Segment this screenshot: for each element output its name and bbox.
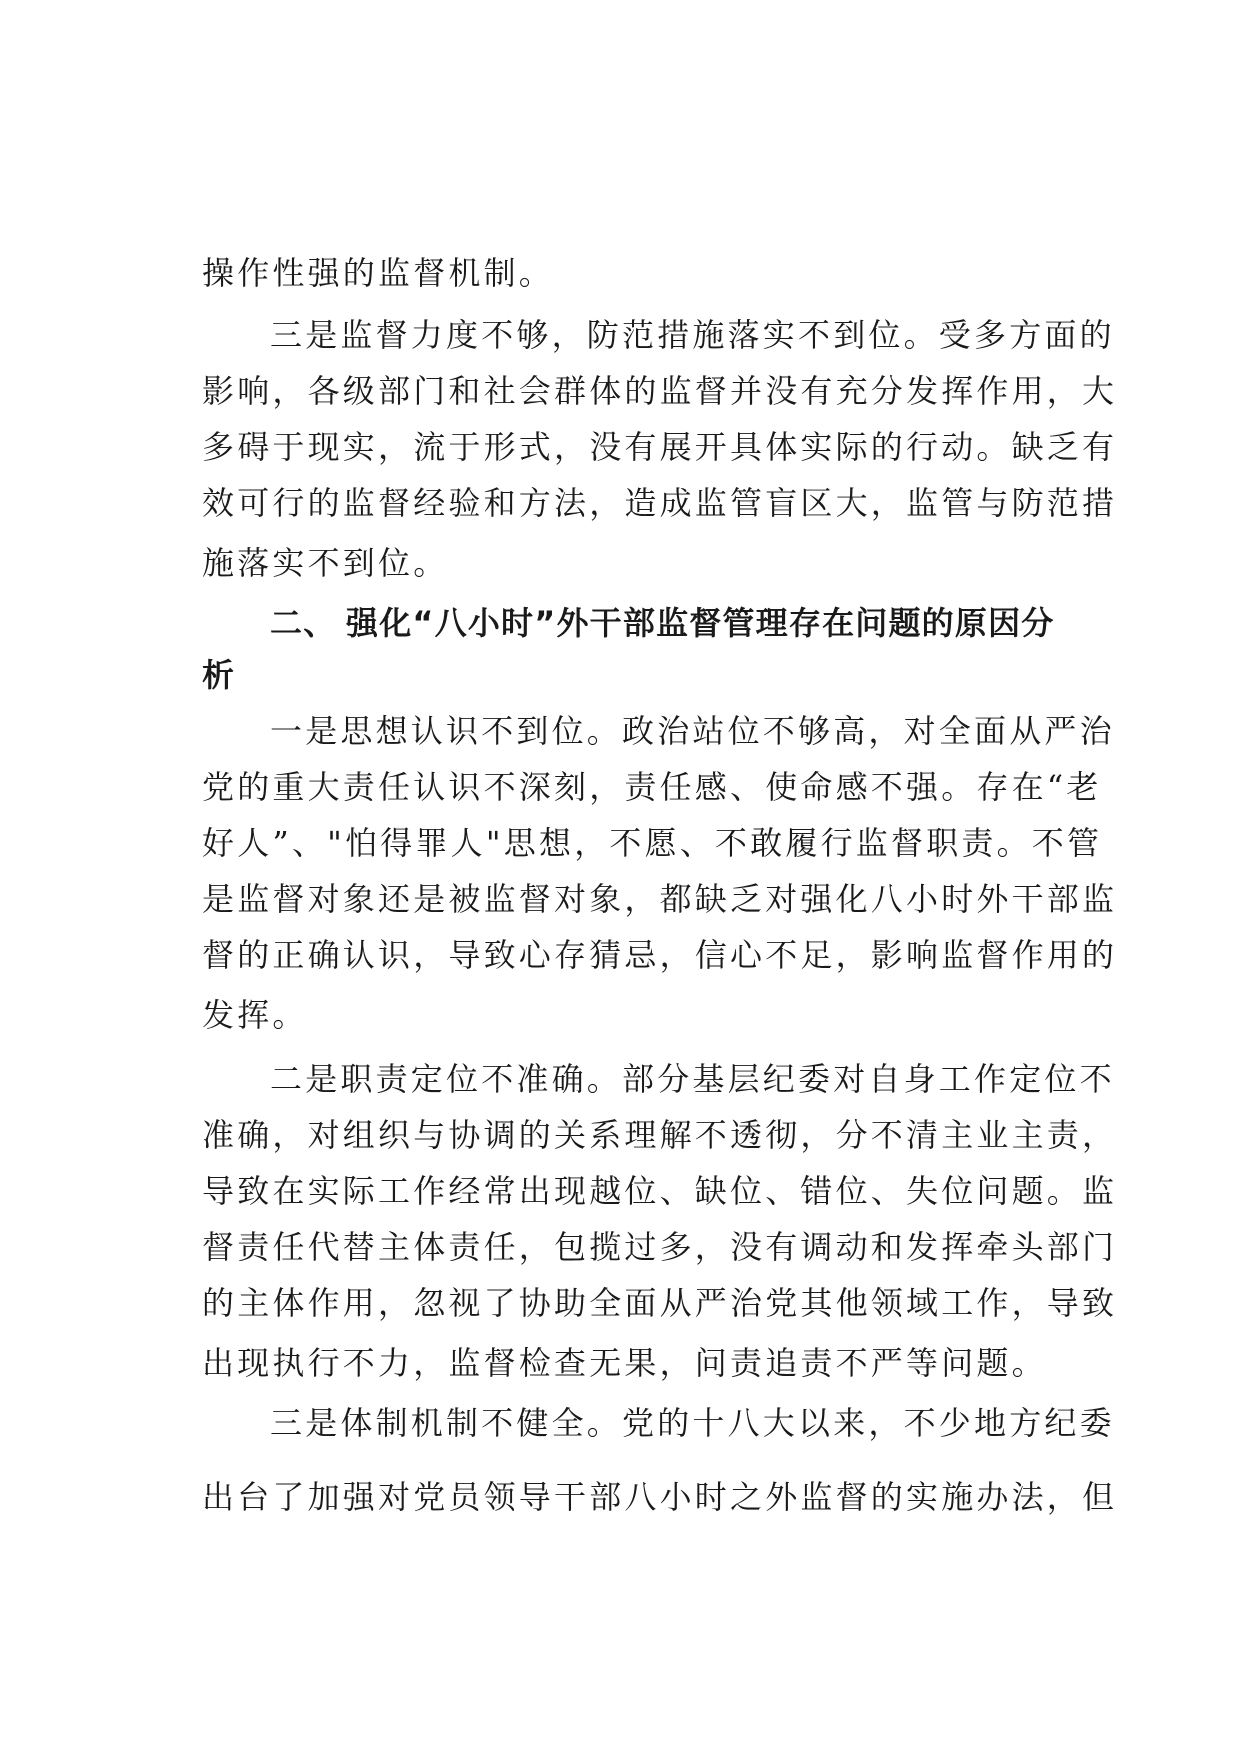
paragraph-line: 导致在实际工作经常出现越位、缺位、错位、失位问题。监	[202, 1172, 1118, 1210]
paragraph-line: 三是监督力度不够，防范措施落实不到位。受多方面的	[270, 316, 1115, 354]
paragraph-line: 一是思想认识不到位。政治站位不够高，对全面从严治	[270, 712, 1115, 750]
paragraph-line: 党的重大责任认识不深刻，责任感、使命感不强。存在“老	[202, 768, 1102, 806]
paragraph-line: 效可行的监督经验和方法，造成监管盲区大，监管与防范措	[202, 484, 1118, 522]
paragraph-line: 的主体作用，忽视了协助全面从严治党其他领域工作，导致	[202, 1284, 1118, 1322]
paragraph-line: 施落实不到位。	[202, 544, 449, 582]
paragraph-line: 出台了加强对党员领导干部八小时之外监督的实施办法，但	[202, 1478, 1118, 1516]
paragraph-line: 二是职责定位不准确。部分基层纪委对自身工作定位不	[270, 1060, 1115, 1098]
section-number: 二、	[270, 604, 337, 642]
paragraph-line: 是监督对象还是被监督对象，都缺乏对强化八小时外干部监	[202, 880, 1118, 918]
paragraph-line: 出现执行不力，监督检查无果，问责追责不严等问题。	[202, 1344, 1047, 1382]
section-heading	[202, 600, 1130, 646]
paragraph-line: 发挥。	[202, 996, 308, 1034]
section-heading-continuation: 析	[202, 656, 236, 694]
paragraph-line: 影响，各级部门和社会群体的监督并没有充分发挥作用，大	[202, 372, 1118, 410]
paragraph-line: 督的正确认识，导致心存猜忌，信心不足，影响监督作用的	[202, 936, 1118, 974]
paragraph-line: 督责任代替主体责任，包揽过多，没有调动和发挥牵头部门	[202, 1228, 1118, 1266]
paragraph-line: 多碍于现实，流于形式，没有展开具体实际的行动。缺乏有	[202, 428, 1118, 466]
paragraph-line: 三是体制机制不健全。党的十八大以来，不少地方纪委	[270, 1404, 1115, 1442]
paragraph-line: 操作性强的监督机制。	[202, 254, 555, 292]
paragraph-line: 准确，对组织与协调的关系理解不透彻，分不清主业主责，	[202, 1116, 1118, 1154]
section-title: 强化“八小时”外干部监督管理存在问题的原因分	[346, 604, 1055, 642]
paragraph-line: 好人”、"怕得罪人"思想，不愿、不敢履行监督职责。不管	[202, 824, 1103, 862]
